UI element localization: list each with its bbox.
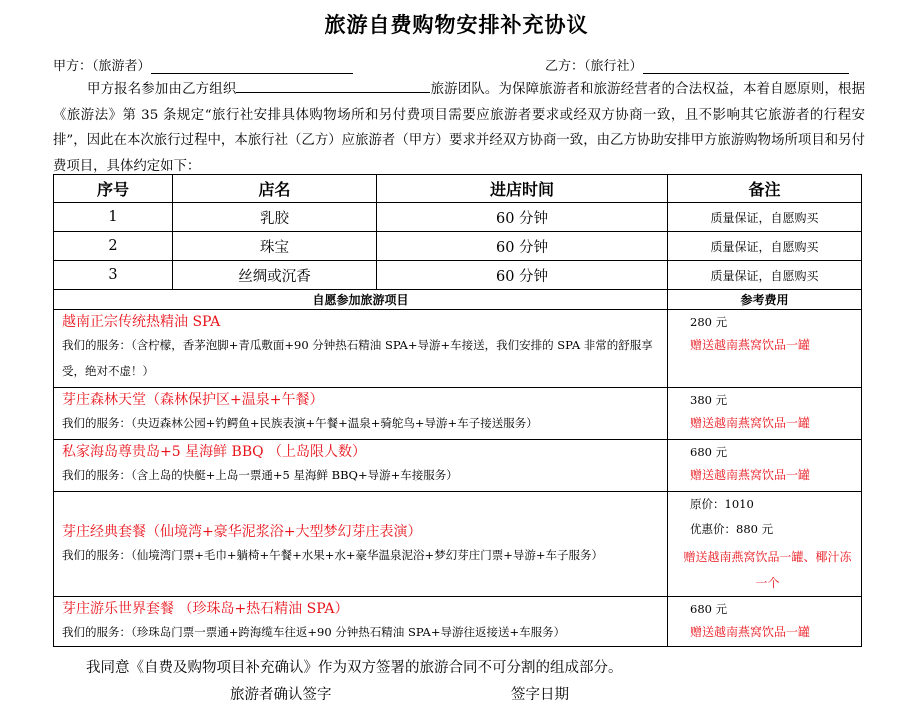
optional-item-cost <box>668 310 862 388</box>
party-b-field <box>545 55 849 74</box>
optional-item-name: 私家海岛尊贵岛+5 星海鲜 BBQ （上岛限人数） <box>62 444 367 460</box>
optional-item-price: 680 元 <box>690 445 728 459</box>
optional-item-service: 我们的服务：（央迈森林公园+钓鳄鱼+民族表演+午餐+温泉+骑鸵鸟+导游+车子接送服务） <box>62 416 538 430</box>
optional-item-cost <box>668 440 862 492</box>
optional-item-price: 380 元 <box>690 393 728 407</box>
shop-table-header <box>54 175 862 203</box>
optional-item-price: 280 元 <box>690 315 728 329</box>
party-b-label: 乙方：（旅行社） <box>545 59 643 74</box>
party-b-blank-line <box>643 59 849 74</box>
optional-item-price: 680 元 <box>690 602 728 616</box>
optional-item-gift: 赠送越南燕窝饮品一罐 <box>690 468 811 482</box>
shop-note: 质量保证，自愿购买 <box>668 261 862 290</box>
shop-time: 60 分钟 <box>377 261 668 290</box>
party-a-field <box>53 55 353 74</box>
optional-table-header <box>54 290 862 310</box>
shop-no: 3 <box>54 261 173 290</box>
optional-item-gift: 赠送越南燕窝饮品一罐、椰汁冻一个 <box>683 550 852 590</box>
optional-item-gift: 赠送越南燕窝饮品一罐 <box>690 416 811 430</box>
optional-item-name: 芽庄经典套餐（仙境湾+豪华泥浆浴+大型梦幻芽庄表演） <box>62 524 422 540</box>
optional-item-name: 芽庄游乐世界套餐 （珍珠岛+热石精油 SPA） <box>62 601 349 617</box>
party-a-label: 甲方：（旅游者） <box>53 59 151 74</box>
optional-item-cost <box>668 492 862 597</box>
optional-item-row <box>54 492 862 597</box>
shop-name: 乳胶 <box>173 203 377 232</box>
document-title: 旅游自费购物安排补充协议 <box>324 13 589 37</box>
optional-item-row <box>54 440 862 492</box>
optional-item-info <box>54 310 668 388</box>
header-visit-time: 进店时间 <box>377 175 668 203</box>
optional-item-row <box>54 310 862 388</box>
optional-item-gift: 赠送越南燕窝饮品一罐 <box>690 338 811 352</box>
optional-item-name: 越南正宗传统热精油 SPA <box>62 314 221 330</box>
shop-note: 质量保证，自愿购买 <box>668 203 862 232</box>
agreement-statement: 我同意《自费及购物项目补充确认》作为双方签署的旅游合同不可分割的组成部分。 <box>86 660 623 676</box>
optional-item-original-price: 原价：1010 <box>690 497 754 511</box>
shop-note: 质量保证，自愿购买 <box>668 232 862 261</box>
header-no: 序号 <box>54 175 173 203</box>
arrangement-table <box>53 174 862 647</box>
optional-item-info <box>54 440 668 492</box>
header-remarks: 备注 <box>668 175 862 203</box>
table-row <box>54 203 862 232</box>
intro-paragraph <box>53 77 865 179</box>
optional-item-cost <box>668 388 862 440</box>
table-row <box>54 232 862 261</box>
shop-no: 2 <box>54 232 173 261</box>
optional-item-cost <box>668 597 862 647</box>
optional-item-info <box>54 597 668 647</box>
table-row <box>54 261 862 290</box>
shop-no: 1 <box>54 203 173 232</box>
optional-item-discount-price: 优惠价：880 元 <box>690 522 774 536</box>
optional-item-row <box>54 597 862 647</box>
optional-item-gift: 赠送越南燕窝饮品一罐 <box>690 625 811 639</box>
signature-date-label: 签字日期 <box>511 687 569 703</box>
shop-time: 60 分钟 <box>377 203 668 232</box>
party-a-blank-line <box>151 59 353 74</box>
header-optional-projects: 自愿参加旅游项目 <box>54 290 668 310</box>
tourist-signature-label: 旅游者确认签字 <box>230 687 332 703</box>
optional-item-name: 芽庄森林天堂（森林保护区+温泉+午餐） <box>62 392 324 408</box>
shop-name: 珠宝 <box>173 232 377 261</box>
tour-group-blank-line <box>236 78 430 93</box>
shop-time: 60 分钟 <box>377 232 668 261</box>
intro-text-2: 旅游团队。为保障旅游者和旅游经营者的合法权益，本着自愿原则，根据《旅游法》第 35 条规定“旅行社安排具体购物场所和另付费项目需要应旅游者要求或经双方协商一致，且不影响其它旅游者的行程安排”，因此在本次旅行过程中，本旅行社（乙方）应旅游者（甲方）要求并经双方协商一致，由乙方协助安排甲方旅游购物场所项目和另付费项目，具体约定如下： <box>53 82 866 174</box>
header-shop-name: 店名 <box>173 175 377 203</box>
optional-item-row <box>54 388 862 440</box>
intro-text-1: 甲方报名参加由乙方组织 <box>87 82 237 97</box>
optional-item-service: 我们的服务：（珍珠岛门票一票通+跨海缆车往返+90 分钟热石精油 SPA+导游往返接送+车服务） <box>62 625 566 639</box>
optional-item-info <box>54 492 668 597</box>
optional-item-info <box>54 388 668 440</box>
header-reference-cost: 参考费用 <box>668 290 862 310</box>
shop-name: 丝绸或沉香 <box>173 261 377 290</box>
optional-item-service: 我们的服务：（仙境湾门票+毛巾+躺椅+午餐+水果+水+豪华温泉泥浴+梦幻芽庄门票+导游+车子服务） <box>62 548 603 562</box>
optional-item-service: 我们的服务：（含上岛的快艇+上岛一票通+5 星海鲜 BBQ+导游+车接服务） <box>62 468 458 482</box>
optional-item-service: 我们的服务：（含柠檬，香茅泡脚+青瓜敷面+90 分钟热石精油 SPA+导游+车接送，我们安排的 SPA 非常的舒服享受，绝对不虚！） <box>62 338 653 378</box>
